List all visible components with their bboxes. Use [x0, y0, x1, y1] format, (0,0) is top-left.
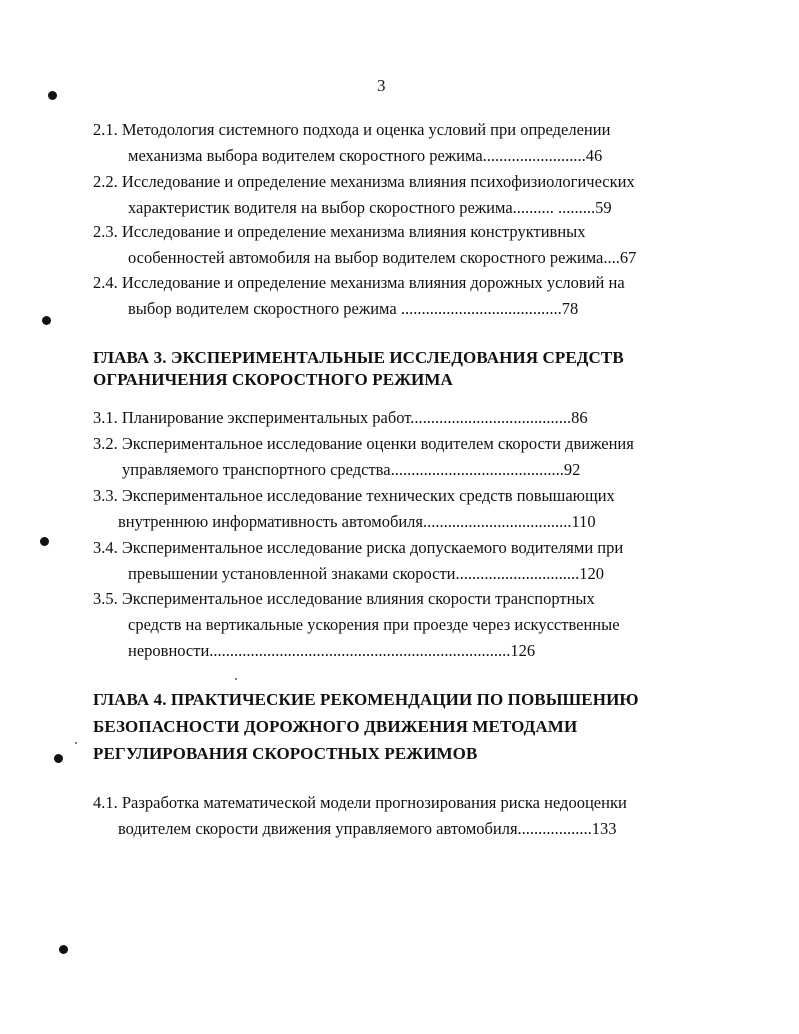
scan-speck: [235, 678, 237, 680]
toc-entry-4-1: [93, 790, 627, 842]
toc-entry-line: внутреннюю информативность автомобиля....................................110: [118, 512, 596, 531]
toc-entry-line: 3.4. Экспериментальное исследование риска допускаемого водителями при: [93, 538, 624, 557]
toc-entry-line: 3.5. Экспериментальное исследование влияния скорости транспортных: [93, 589, 595, 608]
toc-entry-line: выбор водителем скоростного режима .......................................78: [128, 299, 579, 318]
toc-entry-line: 4.1. Разработка математической модели прогнозирования риска недооценки: [93, 793, 627, 812]
chapter-3-heading: [93, 347, 624, 391]
toc-entry-2-1: [93, 117, 610, 169]
toc-entry-line: водителем скорости движения управляемого автомобиля..................133: [118, 819, 617, 838]
toc-entry-line: 2.1. Методология системного подхода и оценка условий при определении: [93, 120, 611, 139]
toc-entry-line: средств на вертикальные ускорения при проезде через искусственные: [128, 615, 620, 634]
toc-entry-line: 2.2. Исследование и определение механизма влияния психофизиологических: [93, 172, 635, 191]
toc-entry-line: 3.2. Экспериментальное исследование оценки водителем скорости движения: [93, 434, 634, 453]
toc-entry-line: 2.4. Исследование и определение механизма влияния дорожных условий на: [93, 273, 625, 292]
toc-entry-line: характеристик водителя на выбор скоростного режима.......... .........59: [128, 198, 612, 217]
toc-entry-2-2: [93, 169, 635, 221]
toc-entry-3-5: [93, 586, 620, 664]
toc-entry-3-1: [93, 405, 588, 431]
toc-entry-line: особенностей автомобиля на выбор водителем скоростного режима....67: [128, 248, 637, 267]
toc-entry-line: 2.3. Исследование и определение механизма влияния конструктивных: [93, 222, 586, 241]
heading-line: ГЛАВА 3. ЭКСПЕРИМЕНТАЛЬНЫЕ ИССЛЕДОВАНИЯ СРЕДСТВ: [93, 348, 624, 367]
heading-line: БЕЗОПАСНОСТИ ДОРОЖНОГО ДВИЖЕНИЯ МЕТОДАМИ: [93, 717, 578, 736]
heading-line: РЕГУЛИРОВАНИЯ СКОРОСТНЫХ РЕЖИМОВ: [93, 744, 478, 763]
punch-hole-mark: [54, 754, 63, 763]
toc-entry-3-2: [93, 431, 634, 483]
punch-hole-mark: [59, 945, 68, 954]
scan-speck: [75, 742, 77, 744]
toc-entry-line: превышении установленной знаками скорости..............................120: [128, 564, 604, 583]
toc-entry-3-3: [93, 483, 615, 535]
heading-line: ГЛАВА 4. ПРАКТИЧЕСКИЕ РЕКОМЕНДАЦИИ ПО ПОВЫШЕНИЮ: [93, 690, 639, 709]
chapter-4-heading: [93, 686, 639, 767]
toc-entry-2-4: [93, 270, 625, 322]
punch-hole-mark: [42, 316, 51, 325]
punch-hole-mark: [40, 537, 49, 546]
toc-entry-line: механизма выбора водителем скоростного режима.........................46: [128, 146, 603, 165]
toc-entry-line: неровности.........................................................................126: [128, 641, 536, 660]
page-number: 3: [377, 76, 386, 95]
punch-hole-mark: [48, 91, 57, 100]
toc-entry-3-4: [93, 535, 623, 587]
toc-entry-2-3: [93, 219, 636, 271]
toc-entry-line: 3.3. Экспериментальное исследование технических средств повышающих: [93, 486, 615, 505]
toc-entry-line: 3.1. Планирование экспериментальных работ.......................................86: [93, 408, 588, 427]
toc-entry-line: управляемого транспортного средства..........................................92: [122, 460, 581, 479]
heading-line: ОГРАНИЧЕНИЯ СКОРОСТНОГО РЕЖИМА: [93, 370, 453, 389]
